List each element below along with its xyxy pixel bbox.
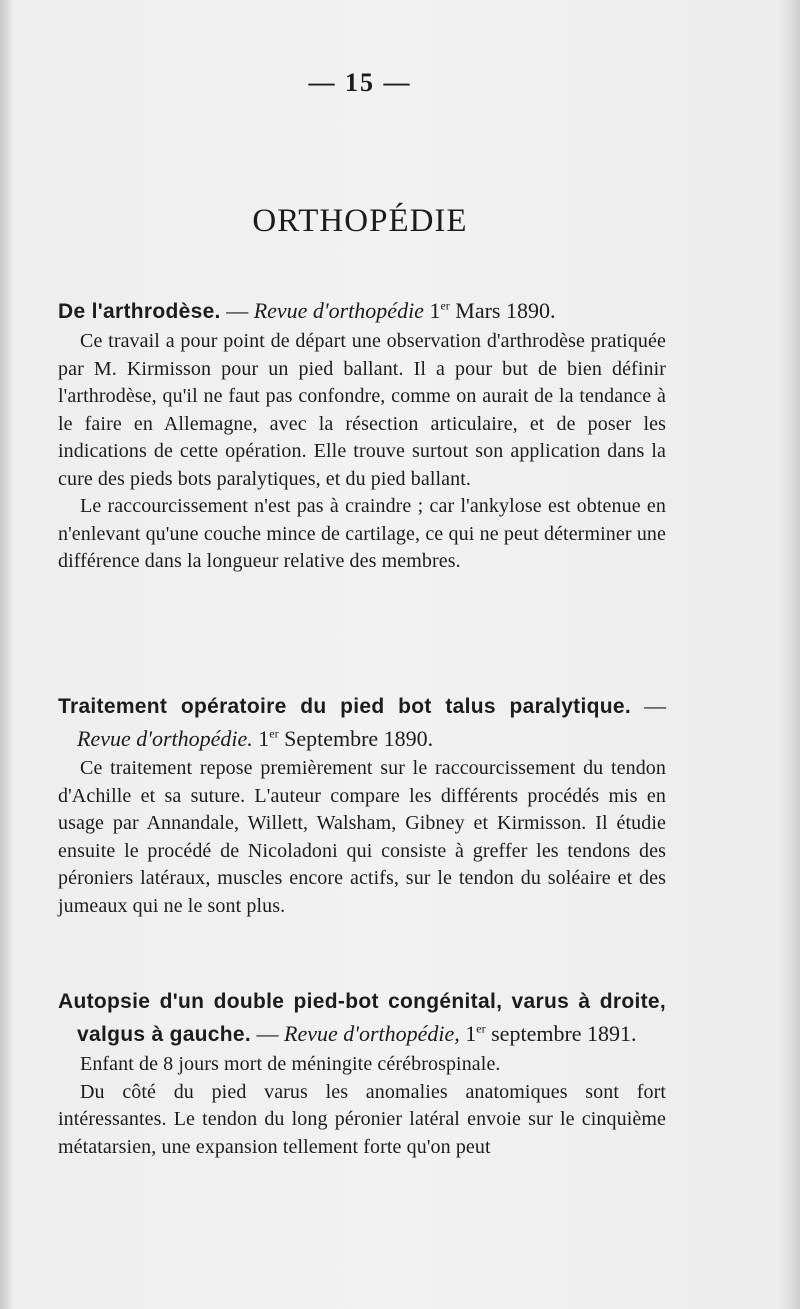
article-arthrodese — [58, 295, 666, 576]
article-heading — [58, 295, 666, 328]
page-number: — 15 — — [308, 68, 412, 97]
article-paragraph: Enfant de 8 jours mort de méningite cérébrospinale. — [80, 1053, 501, 1075]
article-title: De l'arthrodèse. — [58, 300, 221, 323]
article-heading — [58, 985, 666, 1051]
article-paragraph: Ce travail a pour point de départ une observation d'arthrodèse pratiquée par M. Kirmisson pour un pied ballant. Il a pour but de bien définir l'arthrodèse, qu'il ne faut pas confondre, comme on aurait de la tendance à le faire en Allemagne, avec la résection articulaire, et de poser les indications de cette opération. Elle trouve surtout son application dans la cure des pieds bots paralytiques, et du pied ballant. — [58, 330, 666, 490]
article-heading — [58, 690, 666, 755]
article-paragraph: Du côté du pied varus les anomalies anatomiques sont fort intéressantes. Le tendon du long péronier latéral envoie sur le cinquième métatarsien, une expansion tellement forte qu'on peut — [58, 1080, 666, 1158]
date-ordinal: er — [269, 726, 279, 741]
date-day: 1 — [459, 1021, 477, 1046]
article-autopsie — [58, 985, 666, 1161]
journal-name: Revue d'orthopédie — [253, 298, 424, 323]
date-day: 1 — [423, 298, 441, 323]
date-ordinal: er — [440, 298, 450, 313]
article-paragraph: Le raccourcissement n'est pas à craindre ; car l'ankylose est obtenue en n'enlevant qu'une couche mince de cartilage, ce qui ne peut déterminer une différence dans la longueur relative des membres. — [58, 495, 666, 572]
article-title: Traitement opératoire du pied bot talus paralytique. — [58, 695, 631, 718]
article-paragraph: Ce traitement repose premièrement sur le raccourcissement du tendon d'Achille et sa suture. L'auteur compare les différents procédés mis en usage par Annandale, Willett, Walsham, Gibney et Kirmisson. Il étudie ensuite le procédé de Nicoladoni qui consiste à greffer les tendons des péroniers latéraux, muscles encore actifs, sur le tendon du soléaire et des jumeaux qui ne le sont plus. — [58, 757, 666, 917]
article-pied-bot-talus — [58, 690, 666, 920]
heading-dash: — — [630, 693, 667, 718]
heading-dash: — — [220, 298, 254, 323]
date-month-year: Septembre 1890. — [278, 726, 434, 751]
date-month-year: septembre 1891. — [485, 1021, 637, 1046]
date-month-year: Mars 1890. — [449, 298, 556, 323]
date-ordinal: er — [476, 1021, 486, 1036]
date-day: 1 — [252, 726, 270, 751]
section-title: ORTHOPÉDIE — [252, 203, 468, 239]
article-title: Autopsie d'un double pied-bot congénital, varus à droite, valgus à gauche. — [58, 990, 666, 1046]
heading-dash: — — [251, 1021, 285, 1046]
journal-name: Revue d'orthopédie, — [284, 1021, 460, 1046]
journal-name: Revue d'orthopédie. — [77, 726, 253, 751]
